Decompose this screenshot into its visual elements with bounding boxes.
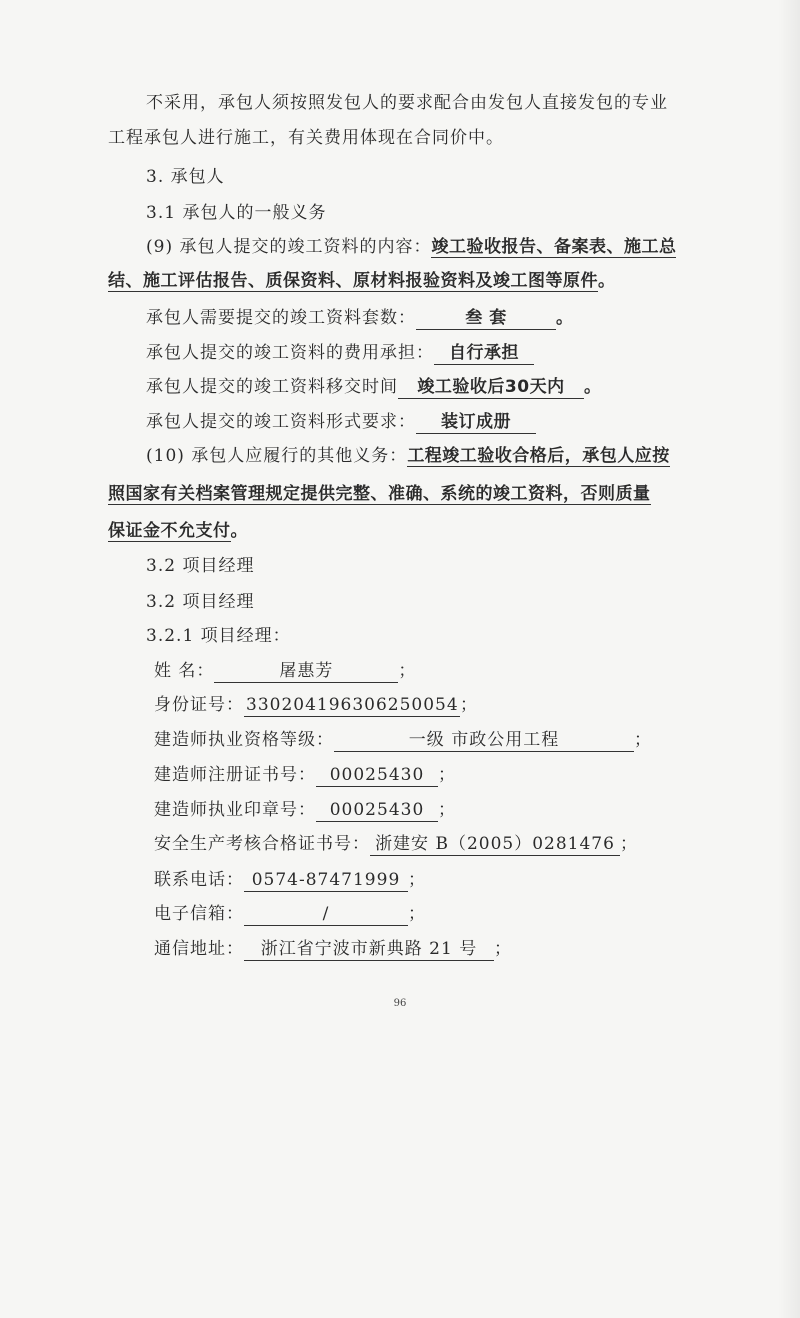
item-9-line-1 <box>146 236 676 258</box>
id-value: 330204196306250054 <box>246 695 459 715</box>
time-end: 。 <box>584 377 602 397</box>
qualification-label: 建造师执业资格等级： <box>154 730 334 750</box>
name-value: 屠惠芳 <box>214 660 398 683</box>
form-label: 承包人提交的竣工资料形式要求： <box>146 412 416 432</box>
item-9-end: 。 <box>598 271 616 291</box>
id-row <box>154 694 478 717</box>
address-value: 浙江省宁波市新典路 21 号 <box>244 938 494 961</box>
seal-row <box>154 799 456 822</box>
form-row <box>146 411 536 434</box>
cost-row <box>146 342 534 365</box>
sets-end: 。 <box>556 308 574 328</box>
qualification-end: ； <box>634 730 652 750</box>
seal-value: 00025430 <box>316 799 438 822</box>
registration-value: 00025430 <box>316 764 438 787</box>
item-10-value-part-3: 保证金不允支付 <box>108 521 231 541</box>
qualification-value: 一级 市政公用工程 <box>334 729 634 752</box>
name-end: ； <box>398 661 417 681</box>
sets-label: 承包人需要提交的竣工资料套数： <box>146 308 416 328</box>
address-label: 通信地址： <box>154 939 244 959</box>
paragraph-line-2: 工程承包人进行施工，有关费用体现在合同价中。 <box>108 128 504 148</box>
paragraph-line-1: 不采用，承包人须按照发包人的要求配合由发包人直接发包的专业 <box>146 93 668 113</box>
seal-end: ； <box>438 800 456 820</box>
section-3-2-1-heading: 3.2.1 项目经理： <box>146 626 291 646</box>
item-9-value-part-1: 竣工验收报告、备案表、施工总 <box>431 237 677 257</box>
cost-label: 承包人提交的竣工资料的费用承担： <box>146 343 434 363</box>
address-end: ； <box>494 939 512 959</box>
section-3-2-heading-repeat: 3.2 项目经理 <box>146 592 255 612</box>
section-3-1-heading: 3.1 承包人的一般义务 <box>146 203 327 223</box>
sets-row <box>146 307 574 330</box>
safety-row <box>154 833 638 856</box>
section-3-heading: 3. 承包人 <box>146 167 225 187</box>
item-9-line-2 <box>108 270 616 292</box>
item-9-value-part-2: 结、施工评估报告、质保资料、原材料报验资料及竣工图等原件 <box>108 271 598 291</box>
form-value: 装订成册 <box>416 411 536 434</box>
phone-label: 联系电话： <box>154 870 244 890</box>
time-label: 承包人提交的竣工资料移交时间 <box>146 377 398 397</box>
email-end: ； <box>408 904 426 924</box>
item-10-label: (10) 承包人应履行的其他义务： <box>146 446 408 466</box>
registration-label: 建造师注册证书号： <box>154 765 316 785</box>
sets-value: 叁 套 <box>416 307 556 330</box>
qualification-row <box>154 729 652 752</box>
cost-value: 自行承担 <box>434 342 534 365</box>
registration-row <box>154 764 456 787</box>
item-10-line-3 <box>108 520 248 542</box>
registration-end: ； <box>438 765 456 785</box>
item-10-value-part-2: 照国家有关档案管理规定提供完整、准确、系统的竣工资料，否则质量 <box>108 484 651 504</box>
phone-value: 0574-87471999 <box>244 869 408 892</box>
email-value: / <box>244 903 408 926</box>
name-row <box>154 660 416 683</box>
item-10-line-2 <box>108 483 651 505</box>
item-9-label: (9) 承包人提交的竣工资料的内容： <box>146 237 432 257</box>
id-label: 身份证号： <box>154 695 244 715</box>
email-row <box>154 903 426 926</box>
address-row <box>154 938 512 961</box>
safety-label: 安全生产考核合格证书号： <box>154 834 370 854</box>
section-3-2-heading: 3.2 项目经理 <box>146 556 255 576</box>
time-value: 竣工验收后30天内 <box>398 376 584 399</box>
phone-end: ； <box>408 870 426 890</box>
safety-end: ； <box>620 834 638 854</box>
seal-label: 建造师执业印章号： <box>154 800 316 820</box>
time-row <box>146 376 602 399</box>
email-label: 电子信箱： <box>154 904 244 924</box>
name-label: 姓 名： <box>154 661 215 681</box>
page-number: 96 <box>393 998 407 1009</box>
safety-value: 浙建安 B（2005）0281476 <box>370 833 620 856</box>
phone-row <box>154 869 426 892</box>
id-end: ； <box>460 695 478 715</box>
scan-edge-shadow <box>778 0 800 1318</box>
item-10-end: 。 <box>230 521 248 541</box>
item-10-value-part-1: 工程竣工验收合格后，承包人应按 <box>407 446 670 466</box>
item-10-line-1 <box>146 445 670 467</box>
